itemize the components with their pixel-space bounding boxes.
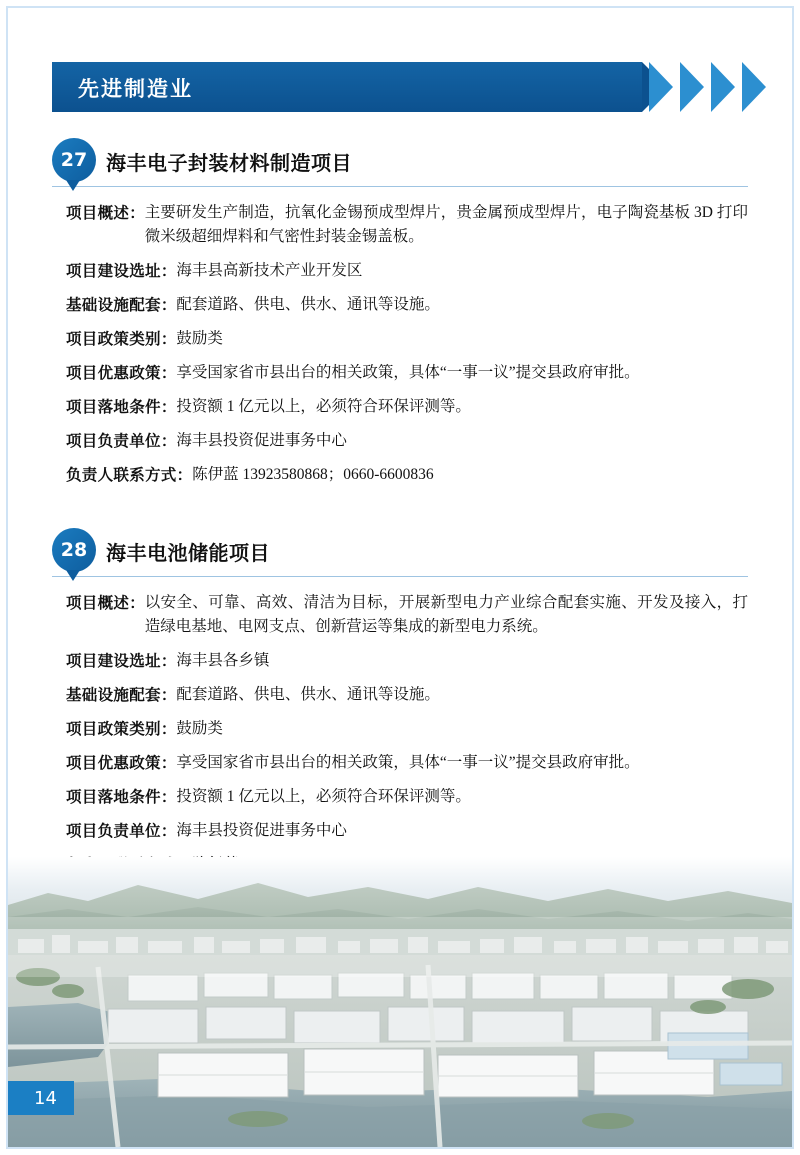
field-value: 享受国家省市县出台的相关政策，具体“一事一议”提交县政府审批。: [176, 364, 640, 382]
field-label: 项目落地条件: [66, 788, 161, 807]
field-value: 海丰县各乡镇: [176, 652, 270, 670]
field-row: [66, 717, 748, 741]
project-title: 海丰电池储能项目: [106, 541, 270, 565]
field-label: 项目落地条件: [66, 398, 161, 417]
field-label: 项目优惠政策: [66, 754, 161, 773]
field-separator: ：: [160, 364, 177, 383]
field-row: [66, 649, 748, 673]
field-row: [66, 463, 748, 487]
field-separator: ：: [160, 720, 177, 739]
field-row: [66, 429, 748, 453]
project-number-badge: 28: [52, 528, 96, 572]
project-header: [52, 138, 748, 182]
field-label: 项目负责单位: [66, 822, 161, 841]
field-label: 基础设施配套: [66, 296, 161, 315]
field-row: [66, 785, 748, 809]
divider: [52, 576, 748, 577]
divider: [52, 186, 748, 187]
field-separator: ：: [129, 594, 145, 612]
page-number-label: 14: [34, 1087, 57, 1109]
field-value: 配套道路、供电、供水、通讯等设施。: [176, 296, 440, 314]
project-number-badge: 27: [52, 138, 96, 182]
field-separator: ：: [160, 788, 177, 807]
chevron-right-icon: [649, 62, 673, 112]
field-separator: ：: [160, 686, 177, 705]
field-label: 项目建设选址: [66, 262, 161, 281]
project-header: [52, 528, 748, 572]
field-label: 项目概述: [66, 204, 130, 222]
field-value: 鼓励类: [176, 330, 223, 348]
field-separator: ：: [160, 398, 177, 417]
field-label: 项目政策类别: [66, 330, 161, 349]
field-value: 海丰县高新技术产业开发区: [176, 262, 363, 280]
field-row: [66, 395, 748, 419]
field-separator: ：: [160, 432, 177, 451]
field-label: 项目负责单位: [66, 432, 161, 451]
field-label: 项目概述: [66, 594, 130, 612]
field-row: [66, 293, 748, 317]
project-entry: [52, 528, 748, 887]
field-row: [66, 361, 748, 385]
field-value: 投资额 1 亿元以上，必须符合环保评测等。: [176, 398, 471, 416]
field-separator: ：: [176, 466, 193, 485]
field-label: 项目建设选址: [66, 652, 161, 671]
field-row: [66, 591, 748, 639]
field-separator: ：: [160, 296, 177, 315]
field-value: 海丰县投资促进事务中心: [176, 822, 347, 840]
field-row: [66, 683, 748, 707]
field-label: 基础设施配套: [66, 686, 161, 705]
field-value: 鼓励类: [176, 720, 223, 738]
field-separator: ：: [160, 262, 177, 281]
field-value: 配套道路、供电、供水、通讯等设施。: [176, 686, 440, 704]
field-separator: ：: [160, 330, 177, 349]
field-value: 海丰县投资促进事务中心: [176, 432, 347, 450]
chevron-right-icon: [711, 62, 735, 112]
field-row: [66, 259, 748, 283]
project-entry: [52, 138, 748, 497]
field-value: 投资额 1 亿元以上，必须符合环保评测等。: [176, 788, 471, 806]
field-label: 负责人联系方式: [66, 466, 177, 485]
field-separator: ：: [160, 652, 177, 671]
field-label: 项目政策类别: [66, 720, 161, 739]
field-row: [66, 819, 748, 843]
banner-bar: [52, 62, 642, 112]
chevron-right-icon: [680, 62, 704, 112]
page-number: [8, 1081, 74, 1115]
field-row: [66, 327, 748, 351]
project-fields: [52, 201, 748, 487]
field-row: [66, 201, 748, 249]
chevron-right-icon: [742, 62, 766, 112]
field-row: [66, 751, 748, 775]
field-value: 享受国家省市县出台的相关政策，具体“一事一议”提交县政府审批。: [176, 754, 640, 772]
field-value: 以安全、可靠、高效、清洁为目标，开展新型电力产业综合配套实施、开发及接入，打造绿电基地、电网支点、创新营运等集成的新型电力系统。: [144, 594, 748, 636]
field-separator: ：: [129, 204, 145, 222]
field-label: 项目优惠政策: [66, 364, 161, 383]
field-value: 陈伊蓝 13923580868；0660-6600836: [192, 466, 434, 484]
field-separator: ：: [160, 754, 177, 773]
project-fields: [52, 591, 748, 877]
field-value: 主要研发生产制造，抗氧化金锡预成型焊片，贵金属预成型焊片，电子陶瓷基板 3D 打印微米级超细焊料和气密性封装金锡盖板。: [144, 204, 748, 246]
industrial-park-photo: [8, 857, 792, 1147]
section-banner: [52, 62, 748, 112]
section-title: 先进制造业: [78, 77, 193, 101]
project-title: 海丰电子封装材料制造项目: [106, 151, 352, 175]
field-separator: ：: [160, 822, 177, 841]
